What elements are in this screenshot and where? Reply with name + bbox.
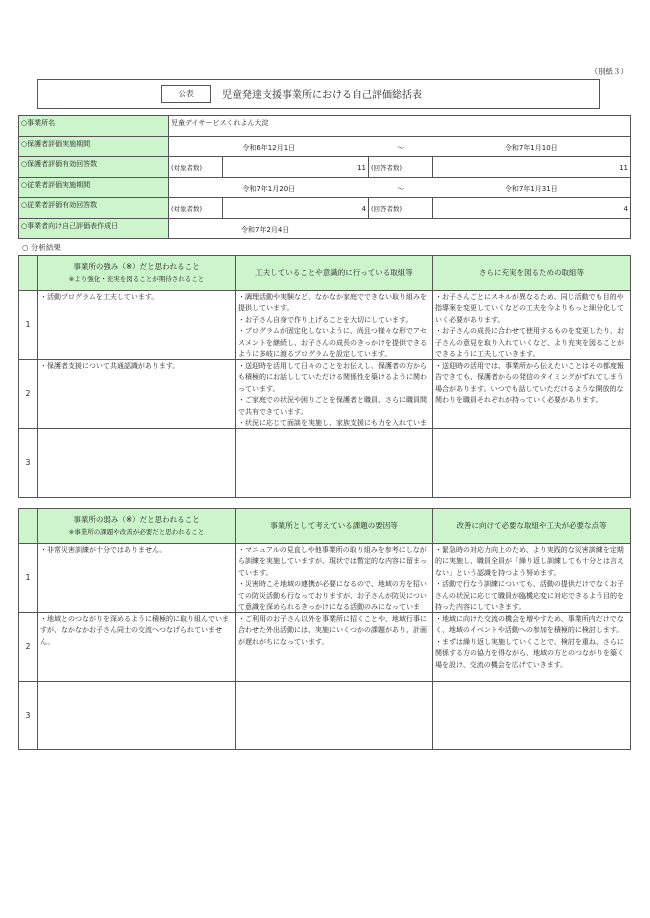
header-c3: さらに充実を図るための取組等 <box>433 256 631 291</box>
facility-label: ○事業所名 <box>19 116 169 137</box>
cell-c3 <box>433 360 631 429</box>
row-number: 3 <box>19 429 38 498</box>
header-c1 <box>38 509 236 544</box>
staff-target: 4 <box>223 198 369 219</box>
cell-c3 <box>433 613 631 682</box>
analysis-heading: ○ 分析結果 <box>22 243 61 252</box>
cell-c2 <box>236 681 433 750</box>
staff-start: 令和7年1月20日 <box>169 177 369 198</box>
cell-c3 <box>433 681 631 750</box>
table-row <box>19 360 631 429</box>
guardian-period-row <box>19 136 631 157</box>
cell-c1 <box>38 360 236 429</box>
cell-text: ・お子さんごとにスキルが異なるため、同じ活動でも目的や指導案を変更していくなどの工夫を今よりもっと細分化していく必要があります。 ・お子さんの成長に合わせて使用するものを変更したり、お子さんの意見を取り入れていくなど、より充実を図ることができるように工夫していきます。 <box>435 293 624 358</box>
tilde: ～ <box>369 177 433 198</box>
created-row <box>19 218 631 239</box>
cell-text: ・緊急時の対応力向上のため、より実践的な災害訓練を定期的に実施し、職員全員が「繰り返し訓練しても十分とは言えない」という認識を持つよう努めます。 ・活動で行なう訓練についても、活動の提供だけでなくお子さんの状況に応じて職員が臨機応変に対応できるよう目的を持った内容にしていきます。 <box>435 546 624 611</box>
header-c2: 事業所として考えている課題の要因等 <box>236 509 433 544</box>
cell-text: ・マニュアルの見直しや他事業所の取り組みを参考にしながら訓練を実施していますが、現状では暫定的な内容に留まっています。 ・災害時こそ地域の連携が必要になるので、地域の方を招いての防災活動も行なっておりますが、お子さんが防災について意識を深められるきっかけになる活動のみになっていま <box>238 546 427 611</box>
staff-period-label: ○従業者評価実施期間 <box>19 177 169 198</box>
annex-label: （別紙３） <box>590 67 628 76</box>
row-number: 2 <box>19 613 38 682</box>
table-row <box>19 544 631 613</box>
cell-c1 <box>38 429 236 498</box>
staff-count-row <box>19 198 631 219</box>
number-header <box>19 509 38 544</box>
row-number: 1 <box>19 544 38 613</box>
staff-answers: 4 <box>433 198 631 219</box>
tilde: ～ <box>369 136 433 157</box>
table-row <box>19 681 631 750</box>
table-row <box>19 291 631 360</box>
guardian-start: 令和6年12月1日 <box>169 136 369 157</box>
cell-c2 <box>236 613 433 682</box>
cell-text: ・ご利用のお子さん以外を事業所に招くことや、地域行事に合わせた外出活動には、実施にいくつかの課題があり、計画が遅れがちになっています。 <box>238 615 427 646</box>
cell-c3 <box>433 429 631 498</box>
header-c1-note: ※より強化・充実を図ることが期待されること <box>68 275 205 283</box>
header-c1 <box>38 256 236 291</box>
staff-count-label: ○従業者評価有効回答数 <box>19 198 169 219</box>
cell-text: ・地域とのつながりを深めるように積極的に取り組んでいますが、なかなかお子さん同士の交流へつなげられていません。 <box>40 615 229 646</box>
info-table <box>18 115 631 239</box>
cell-c1 <box>38 681 236 750</box>
guardian-period-label: ○保護者評価実施期間 <box>19 136 169 157</box>
header-c1-note: ※事業所の課題や改善が必要だと思われること <box>68 528 205 536</box>
header-row <box>19 509 631 544</box>
cell-c2 <box>236 360 433 429</box>
weaknesses-table <box>18 508 631 750</box>
header-c3: 改善に向けて必要な取組や工夫が必要な点等 <box>433 509 631 544</box>
guardian-answers: 11 <box>433 157 631 178</box>
title-box <box>37 79 600 109</box>
strengths-table <box>18 255 631 498</box>
cell-c1 <box>38 291 236 360</box>
cell-text: ・活動プログラムを工夫しています。 <box>40 293 159 301</box>
row-number: 2 <box>19 360 38 429</box>
created-label: ○事業者向け自己評価表作成日 <box>19 218 169 239</box>
table-row <box>19 429 631 498</box>
guardian-count-row <box>19 157 631 178</box>
row-number: 1 <box>19 291 38 360</box>
public-badge: 公表 <box>161 85 211 103</box>
cell-text: ・地域に向けた交流の機会を増やすため、事業所内だけでなく、地域のイベントや活動への参加を積極的に検討します。 ・まずは繰り返し実施していくことで、検討を重ね、さらに関係する方の協力を得ながら、地域の方とのつながりを築く場を設け、交流の機会を広げていきます。 <box>435 615 624 669</box>
answer-label: (回答者数) <box>369 198 433 219</box>
cell-c2 <box>236 291 433 360</box>
header-c1-title: 事業所の強み（※）だと思われること <box>73 262 200 271</box>
cell-text: ・非常災害訓練が十分ではありません。 <box>40 546 167 554</box>
cell-text: ・送迎時の活用では、事業所から伝えたいことはその都度報告できても、保護者からの発信のタイミングがずれてしまう場合があります。いつでも話していただけるような開放的な関わりを職員それぞれが持っていく必要があります。 <box>435 362 624 405</box>
answer-label: (回答者数) <box>369 157 433 178</box>
header-row <box>19 256 631 291</box>
cell-text: ・送迎時を活用して日々のことをお伝えし、保護者の方からも積極的にお話ししていただける関係性を築けるように関わっています。 ・ご家庭での状況や困りごとを保護者と職員、さらに職員間で共有できています。 ・状況に応じて面談を実施し、家族支援にも力を入れていま <box>238 362 427 427</box>
cell-c3 <box>433 291 631 360</box>
cell-c2 <box>236 429 433 498</box>
cell-c1 <box>38 544 236 613</box>
header-c2: 工夫していることや意識的に行っている取組等 <box>236 256 433 291</box>
table-row <box>19 613 631 682</box>
cell-text: ・調理活動や実験など、なかなか家庭でできない取り組みを提供しています。 ・お子さん自身で作り上げることを大切にしています。 ・プログラムが固定化しないように、尚且つ様々な形でアセスメントを継続し、お子さんの成長のきっかけを提供できるように多岐に渡るプログラムを設定しています。 <box>238 293 427 358</box>
cell-text: ・保護者支援について共通認識があります。 <box>40 362 180 370</box>
header-c1-title: 事業所の弱み（※）だと思われること <box>73 515 200 524</box>
facility-row <box>19 116 631 137</box>
target-label: (対象者数) <box>169 198 223 219</box>
page-title: 児童発達支援事業所における自己評価総括表 <box>222 90 422 101</box>
cell-c2 <box>236 544 433 613</box>
cell-c1 <box>38 613 236 682</box>
number-header <box>19 256 38 291</box>
staff-end: 令和7年1月31日 <box>433 177 631 198</box>
row-number: 3 <box>19 681 38 750</box>
cell-c3 <box>433 544 631 613</box>
guardian-end: 令和7年1月10日 <box>433 136 631 157</box>
guardian-count-label: ○保護者評価有効回答数 <box>19 157 169 178</box>
staff-period-row <box>19 177 631 198</box>
created-date: 令和7年2月4日 <box>169 218 631 239</box>
guardian-target: 11 <box>223 157 369 178</box>
target-label: (対象者数) <box>169 157 223 178</box>
facility-name: 児童デイサービスくれよん大淀 <box>169 116 631 137</box>
